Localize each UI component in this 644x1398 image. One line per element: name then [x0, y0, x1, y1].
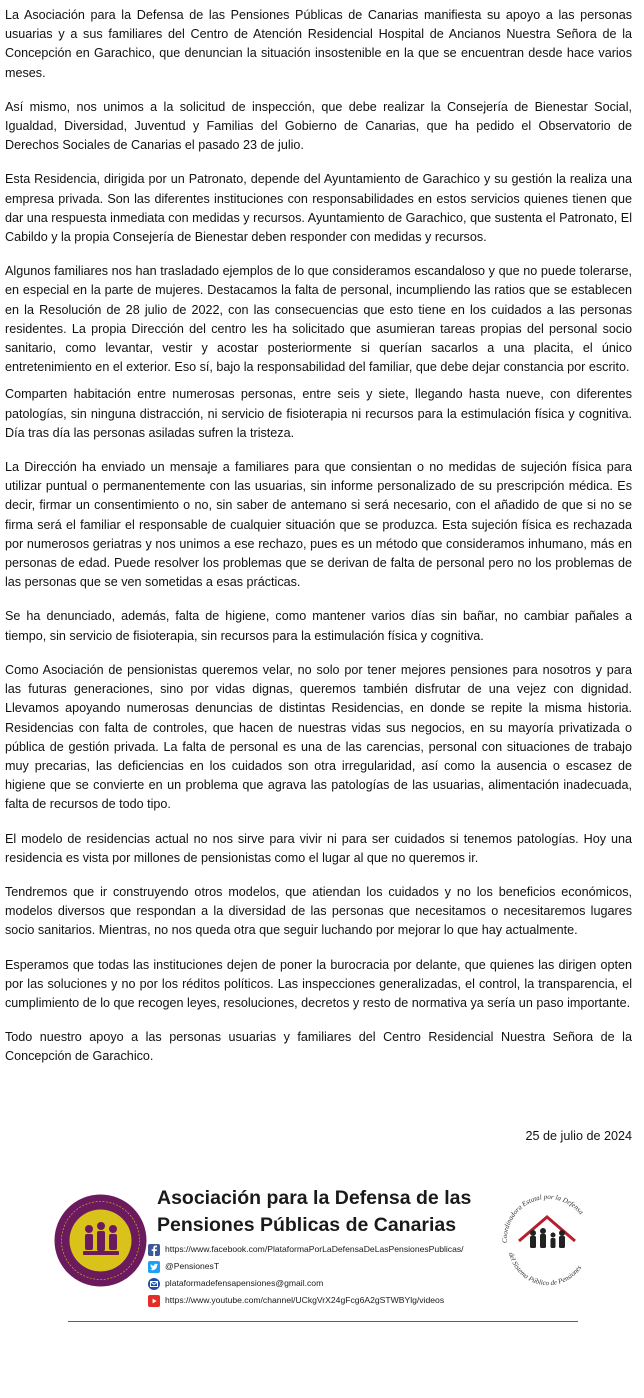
- paragraph-1: La Asociación para la Defensa de las Pensiones Públicas de Canarias manifiesta su apoyo a las personas usuarias y a sus familiares del Centro de Atención Residencial Hospital de Ancianos Nuestra Señora de la Concepción en Garachico, que denuncian la situación insostenible en la que se encuentran desde hace varios meses.: [5, 8, 632, 80]
- association-seal-logo: [53, 1193, 148, 1288]
- contact-links: [148, 1241, 464, 1309]
- association-name-line-2: Pensiones Públicas de Canarias: [157, 1214, 457, 1236]
- association-name-line-1: Asociación para la Defensa de las: [157, 1187, 472, 1209]
- email-address[interactable]: plataformadefensapensiones@gmail.com: [165, 1278, 324, 1288]
- coordinadora-logo: [497, 1191, 597, 1291]
- paragraph-4: Algunos familiares nos han trasladado ejemplos de lo que consideramos escandaloso y que no puede tolerarse, en especial en la parte de mujeres. Destacamos la falta de personal, incumpliendo las ratios que se establecen en la Resolución de 28 julio de 2022, con las consecuencias que esto tiene en los cuidados a las personas residentes. La propia Dirección del centro les ha solicitado que asumieran tareas propias del personal socio sanitario, como levantar, vestir y acostar posteriormente si querían sacarlos a una placita, el único entretenimiento en el exterior. Eso sí, bajo la responsabilidad del familiar, que debe dejar constancia por escrito.: [5, 264, 632, 375]
- youtube-link-row[interactable]: [148, 1292, 464, 1309]
- twitter-handle[interactable]: @PensionesT: [165, 1261, 220, 1271]
- paragraph-3: Esta Residencia, dirigida por un Patronato, depende del Ayuntamiento de Garachico y su gestión la realiza una empresa privada. Son las diferentes instituciones con responsabilidades en estos servicios quienes tienen que dar una respuesta inmediata con medidas y recursos. Ayuntamiento de Garachico, que sustenta el Patronato, El Cabildo y la propia Consejería de Bienestar deben responder con medidas y recursos.: [5, 172, 632, 245]
- paragraph-12: Todo nuestro apoyo a las personas usuarias y familiares del Centro Residencial Nuestra Señora de la Concepción de Garachico.: [5, 1030, 632, 1064]
- footer-divider: [68, 1321, 578, 1322]
- paragraph-11: Esperamos que todas las instituciones dejen de poner la burocracia por delante, que quienes las dirigen opten por las soluciones y no por los réditos políticos. Las inspecciones generalizadas, el control, la transparencia, el cumplimiento de lo que recogen leyes, resoluciones, decretos y resto de normativa ya sería un paso importante.: [5, 957, 632, 1010]
- email-icon: [148, 1278, 160, 1290]
- document-date: 25 de julio de 2024: [525, 1129, 632, 1143]
- twitter-link-row[interactable]: [148, 1258, 464, 1275]
- svg-text:Coordinadora Estatal por la De: Coordinadora Estatal por la Defensa: [500, 1192, 586, 1244]
- paragraph-6: La Dirección ha enviado un mensaje a familiares para que consientan o no medidas de sujeción física para utilizar puntual o permanentemente con las usuarias, sin informe personalizado de su prescripción médica. Es decir, firmar un consentimiento o no, sin saber de antemano si será necesario, con el añadido de que si no se firma será el familiar el responsable de cualquier situación que se produzca. Esta sujeción física es rechazada por numerosos geriatras y nos unimos a ese rechazo, pues es un método que consideramos inhumano, más en personas de edad. Puede resolver los problemas que se derivan de falta de personal pero no los problemas de las personas que se ven sometidas a esas prácticas.: [5, 460, 632, 590]
- youtube-url[interactable]: https://www.youtube.com/channel/UCkgVrX24gFcg6A2gSTWBYlg/videos: [165, 1295, 445, 1305]
- facebook-link-row[interactable]: [148, 1241, 464, 1258]
- svg-text:del Sistema Público de Pension: del Sistema Público de Pensiones: [507, 1251, 584, 1288]
- footer-signature: [0, 1185, 644, 1385]
- paragraph-2: Así mismo, nos unimos a la solicitud de inspección, que debe realizar la Consejería de Bienestar Social, Igualdad, Diversidad, Juventud y Familias del Gobierno de Canarias, que ha pedido el Observatorio de Derechos Sociales de Canarias el pasado 23 de julio.: [5, 99, 632, 153]
- paragraph-8: Como Asociación de pensionistas queremos velar, no solo por tener mejores pensiones para nosotros y para las futuras generaciones, sino por vidas dignas, queremos también disfrutar de una vejez con dignidad. Llevamos apoyando numerosas denuncias de distintas Residencias, en donde se repite la misma historia. Residencias con falta de controles, que hacen de nuestras vidas sus negocios, en su mayoría privatizada o pública de gestión privada. La falta de personal es una de las carencias, personal con situaciones de trabajo muy precarias, las deficiencias en los cuidados son otra irregularidad, así como la ausencia o escasez de higiene que se convierte en un problema que agrava las patologías de las usuarias, alimentación inadecuada, falta de recursos de todo tipo.: [5, 662, 632, 812]
- facebook-icon: [148, 1244, 160, 1256]
- twitter-icon: [148, 1261, 160, 1273]
- paragraph-9: El modelo de residencias actual no nos sirve para vivir ni para ser cuidados si tenemos patologías. Hoy una residencia es vista por millones de pensionistas como el lugar al que no queremos ir.: [5, 831, 632, 865]
- youtube-icon: [148, 1295, 160, 1307]
- document-body: [5, 6, 632, 1082]
- paragraph-7: Se ha denunciado, además, falta de higiene, como mantener varios días sin bañar, no cambiar pañales a tiempo, sin servicio de fisioterapia, sin recursos para la estimulación física y cognitiva.: [5, 609, 632, 643]
- paragraph-5: Comparten habitación entre numerosas personas, entre seis y siete, llegando hasta nueve, con diferentes patologías, sin ninguna distracción, ni servicio de fisioterapia ni recursos para la estimulación física y cognitiva. Día tras día las personas asiladas sufren la tristeza.: [5, 387, 632, 440]
- association-name: [157, 1185, 471, 1239]
- email-link-row[interactable]: [148, 1275, 464, 1292]
- facebook-url[interactable]: https://www.facebook.com/PlataformaPorLaDefensaDeLasPensionesPublicas/: [165, 1244, 464, 1254]
- paragraph-10: Tendremos que ir construyendo otros modelos, que atiendan los cuidados y no los beneficios económicos, modelos diversos que respondan a la diversidad de las personas que necesitamos o necesitaremos lugares socio sanitarios. Mientras, no nos queda otra que seguir luchando por mejorar lo que hay actualmente.: [5, 884, 632, 938]
